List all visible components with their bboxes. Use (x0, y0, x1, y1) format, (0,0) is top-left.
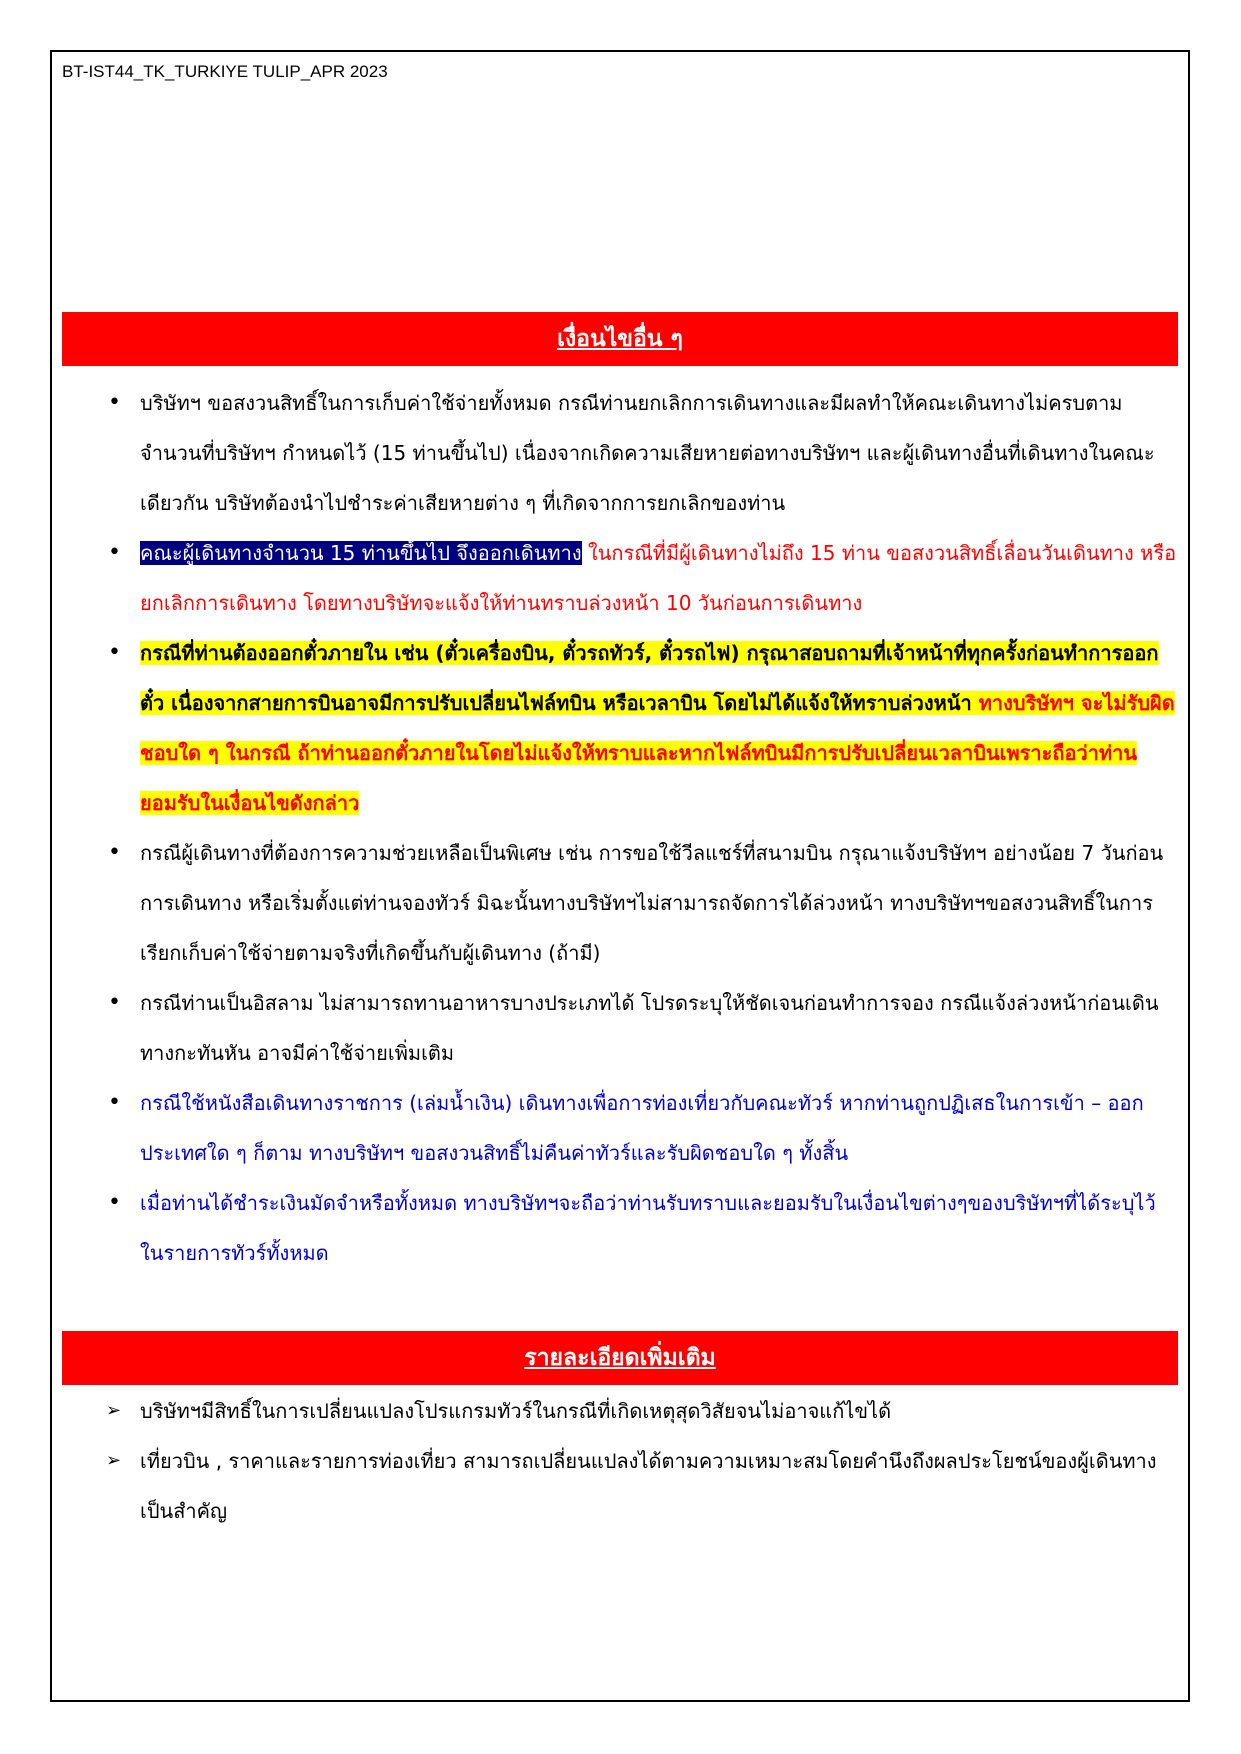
list-item (100, 1436, 1178, 1536)
list-item (100, 1178, 1178, 1278)
document-code: BT-IST44_TK_TURKIYE TULIP_APR 2023 (62, 62, 388, 81)
highlighted-condition-text: กรณีที่ท่านต้องออกตั๋วภายใน เช่น (ตั๋วเครื่องบิน, ตั๋วรถทัวร์, ตั๋วรถไฟ) กรุณาสอบถามที่เจ้าหน้าที่ทุกครั้งก่อนทำการออกตั๋ว เนื่องจากสายการบินอาจมีการปรับเปลี่ยนไฟล์ทบิน หรือเวลาบิน โดยไม่ได้แจ้งให้ทราบล่วงหน้า (140, 641, 1159, 715)
warning-text: ทางบริษัทฯ จะไม่รับผิดชอบใด ๆ ในกรณี ถ้าท่านออกตั๋วภายในโดยไม่แจ้งให้ทราบและหากไฟล์ทบินมีการปรับเปลี่ยนเวลาบินเพราะถือว่าท่านยอมรับในเงื่อนไขดังกล่าว (140, 691, 1175, 815)
condition-text: กรณีผู้เดินทางที่ต้องการความช่วยเหลือเป็นพิเศษ เช่น การขอใช้วีลแชร์ที่สนามบิน กรุณาแจ้งบริษัทฯ อย่างน้อย 7 วันก่อนการเดินทาง หรือเริ่มตั้งแต่ท่านจองทัวร์ มิฉะนั้นทางบริษัทฯไม่สามารถจัดการได้ล่วงหน้า ทางบริษัทฯขอสงวนสิทธิ์ในการเรียกเก็บค่าใช้จ่ายตามจริงที่เกิดขึ้นกับผู้เดินทาง (ถ้ามี) (140, 841, 1164, 965)
list-item (100, 978, 1178, 1078)
list-item (100, 628, 1178, 828)
list-item (100, 828, 1178, 978)
condition-text: กรณีท่านเป็นอิสลาม ไม่สามารถทานอาหารบางประเภทได้ โปรดระบุให้ชัดเจนก่อนทำการจอง กรณีแจ้งล่วงหน้าก่อนเดินทางกะทันหัน อาจมีค่าใช้จ่ายเพิ่มเติม (140, 991, 1159, 1065)
highlighted-condition-text: คณะผู้เดินทางจำนวน 15 ท่านขึ้นไป จึงออกเดินทาง (140, 541, 582, 565)
condition-text: บริษัทฯ ขอสงวนสิทธิ์ในการเก็บค่าใช้จ่ายทั้งหมด กรณีท่านยกเลิกการเดินทางและมีผลทำให้คณะเดินทางไม่ครบตามจำนวนที่บริษัทฯ กำหนดไว้ (15 ท่านขึ้นไป) เนื่องจากเกิดความเสียหายต่อทางบริษัทฯ และผู้เดินทางอื่นที่เดินทางในคณะเดียวกัน บริษัทต้องนำไปชำระค่าเสียหายต่าง ๆ ที่เกิดจากการยกเลิกของท่าน (140, 391, 1155, 515)
details-section-title: รายละเอียดเพิ่มเติม (62, 1331, 1178, 1385)
conditions-list (100, 378, 1178, 1278)
list-item (100, 1078, 1178, 1178)
condition-text: เมื่อท่านได้ชำระเงินมัดจำหรือทั้งหมด ทางบริษัทฯจะถือว่าท่านรับทราบและยอมรับในเงื่อนไขต่างๆของบริษัทฯที่ได้ระบุไว้ในรายการทัวร์ทั้งหมด (140, 1191, 1156, 1265)
list-item (100, 1386, 1178, 1436)
detail-text: เที่ยวบิน , ราคาและรายการท่องเที่ยว สามารถเปลี่ยนแปลงได้ตามความเหมาะสมโดยคำนึงถึงผลประโยชน์ของผู้เดินทางเป็นสำคัญ (140, 1449, 1157, 1523)
details-list (100, 1386, 1178, 1536)
detail-text: บริษัทฯมีสิทธิ์ในการเปลี่ยนแปลงโปรแกรมทัวร์ในกรณีที่เกิดเหตุสุดวิสัยจนไม่อาจแก้ไขได้ (140, 1399, 892, 1423)
warning-text: ในกรณีที่มีผู้เดินทางไม่ถึง 15 ท่าน ขอสงวนสิทธิ์เลื่อนวันเดินทาง หรือ ยกเลิกการเดินทาง โดยทางบริษัทจะแจ้งให้ท่านทราบล่วงหน้า 10 วันก่อนการเดินทาง (140, 541, 1177, 615)
condition-text: กรณีใช้หนังสือเดินทางราชการ (เล่มน้ำเงิน) เดินทางเพื่อการท่องเที่ยวกับคณะทัวร์ หากท่านถูกปฏิเสธในการเข้า – ออกประเทศใด ๆ ก็ตาม ทางบริษัทฯ ขอสงวนสิทธิ์ไม่คืนค่าทัวร์และรับผิดชอบใด ๆ ทั้งสิ้น (140, 1091, 1144, 1165)
list-item (100, 528, 1178, 628)
conditions-section-title: เงื่อนไขอื่น ๆ (62, 312, 1178, 366)
list-item (100, 378, 1178, 528)
